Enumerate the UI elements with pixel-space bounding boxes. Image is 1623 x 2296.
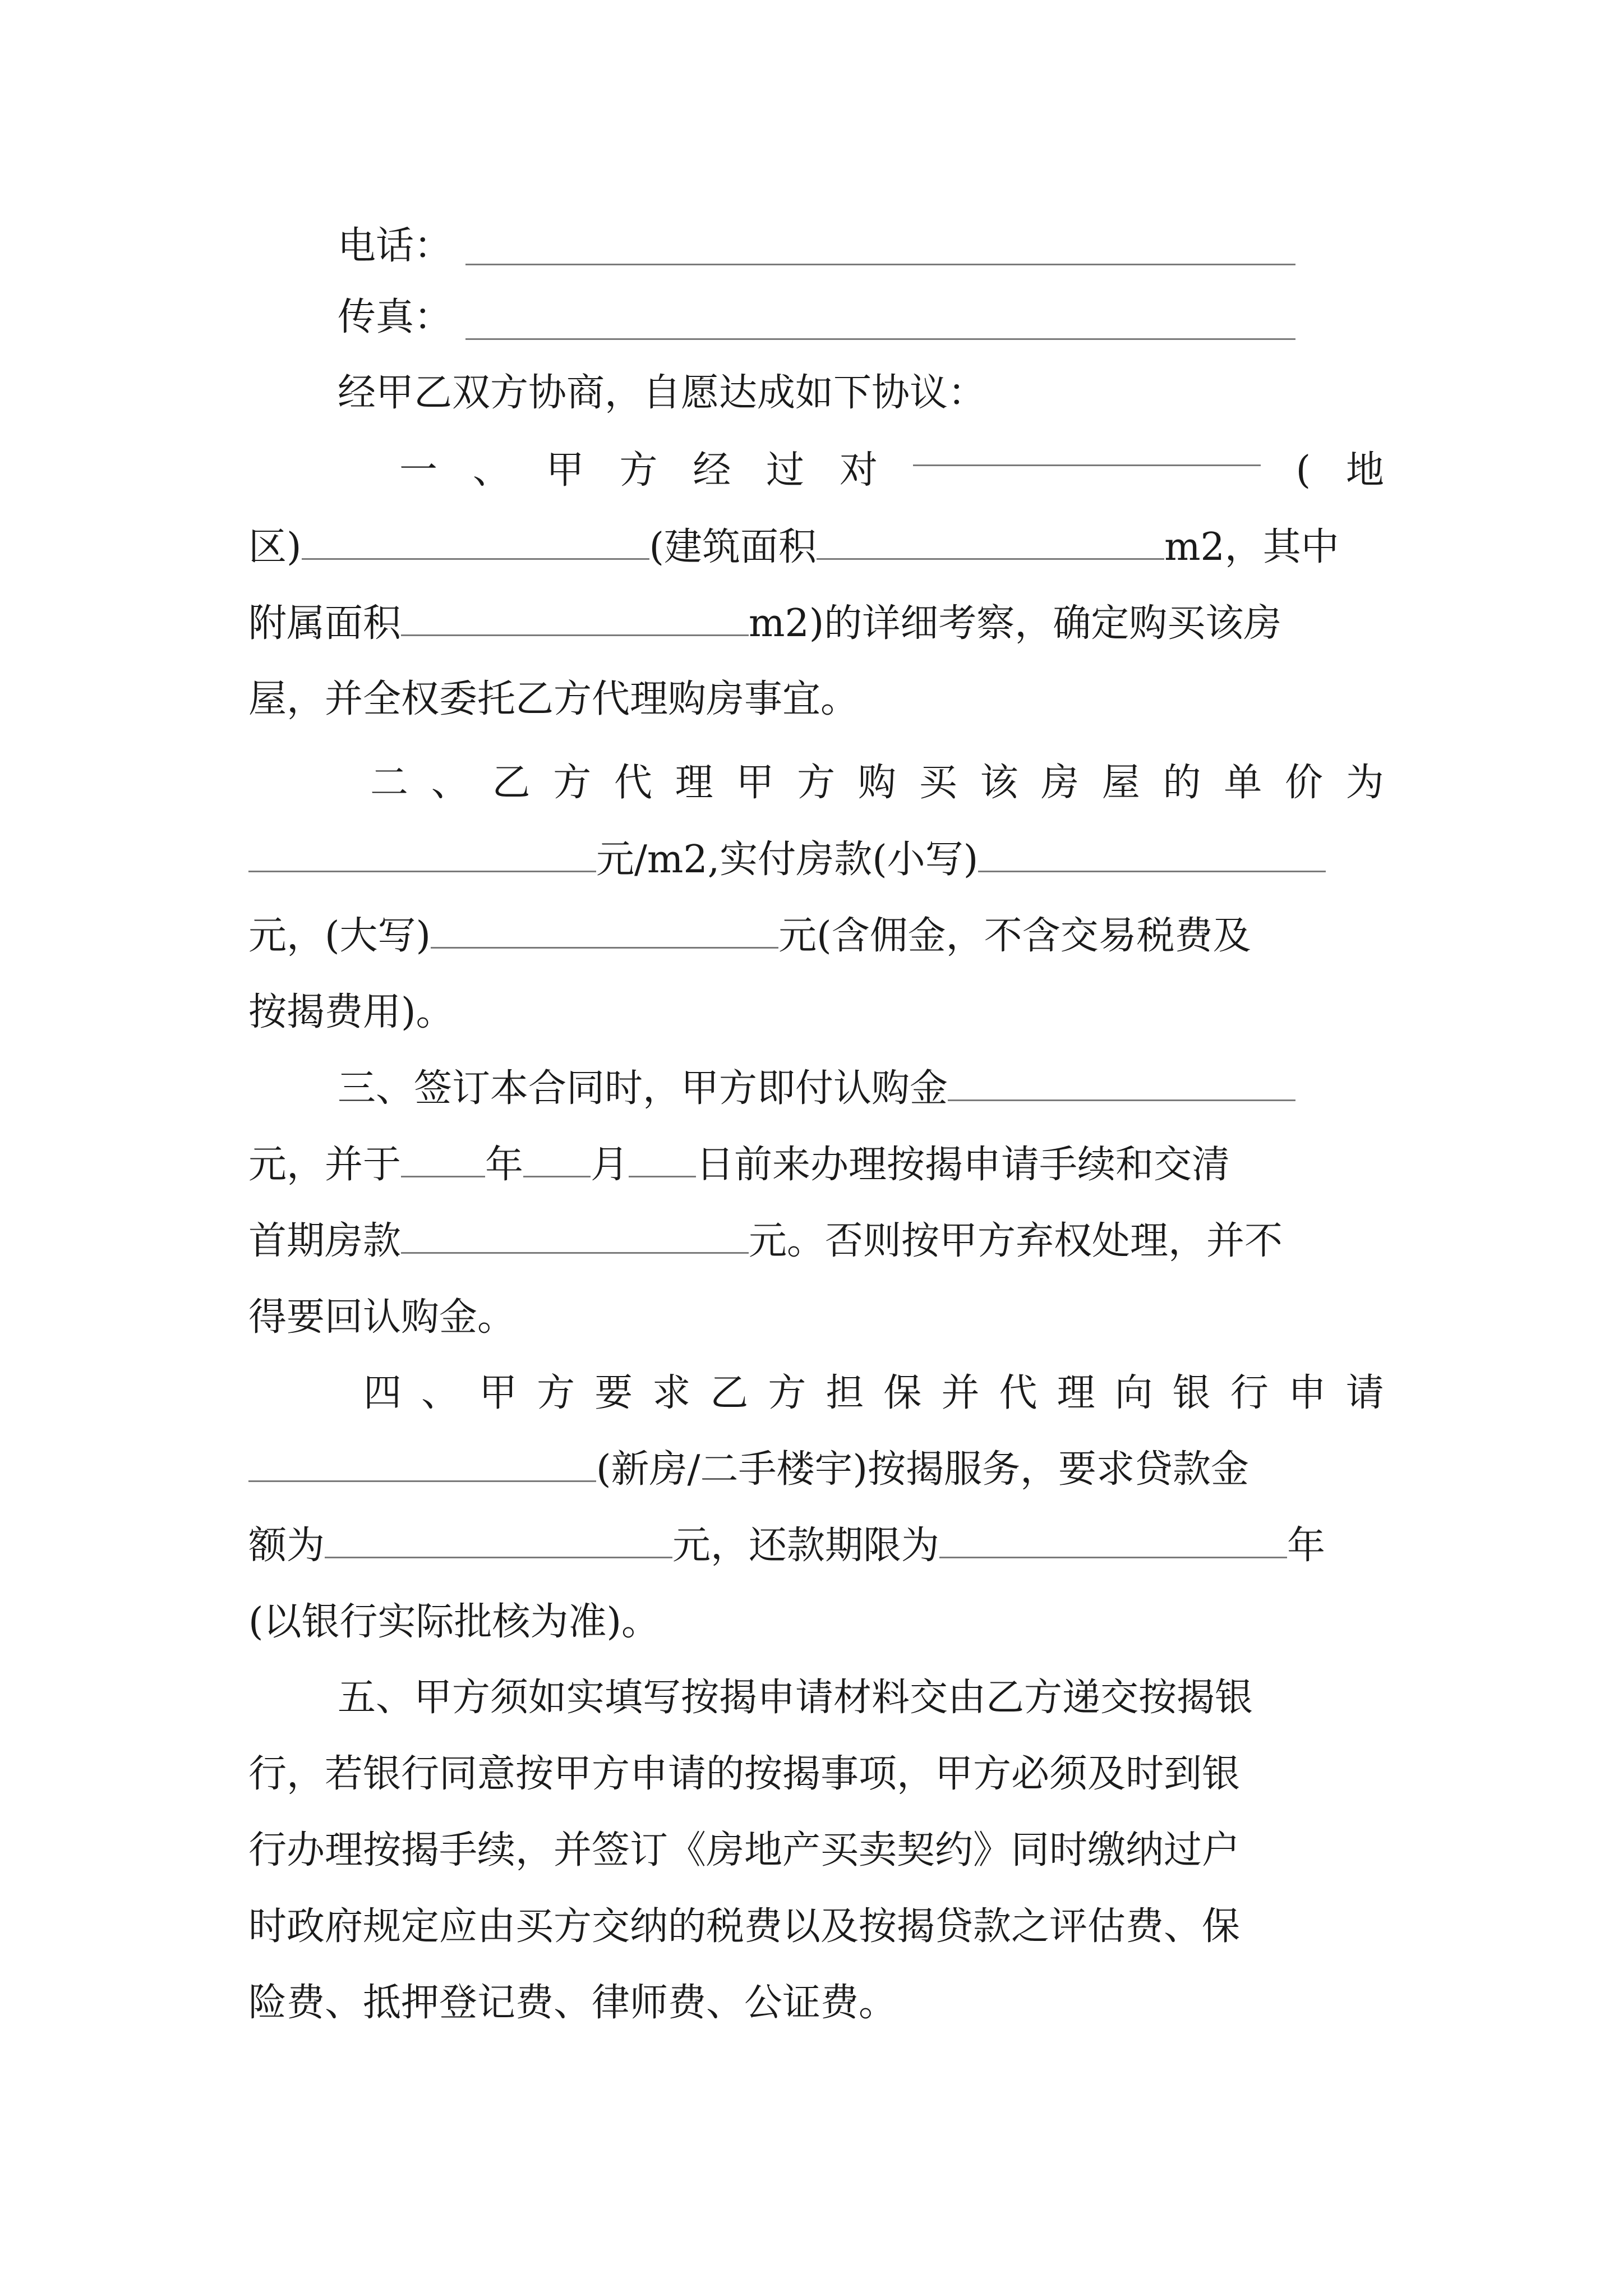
- clause1-line3: [248, 585, 1384, 662]
- clause1-char: 方: [619, 448, 658, 493]
- payment-lowercase-field[interactable]: [978, 838, 1326, 872]
- clause5-line: 行，若银行同意按甲方申请的按揭事项，甲方必须及时到银: [248, 1752, 1241, 1796]
- clause2-char: 理: [675, 761, 713, 805]
- clause5-line: 时政府规定应由买方交纳的税费以及按揭贷款之评估费、保: [248, 1904, 1241, 1949]
- clause2-char: 购: [857, 761, 896, 805]
- clause3-line1: [338, 1050, 1384, 1127]
- clause4-char: 乙: [710, 1371, 749, 1415]
- clause1-char: 、: [472, 448, 511, 493]
- intro-text: 经甲乙双方协商，自愿达成如下协议：: [338, 371, 986, 415]
- clause2-char: 二: [370, 761, 409, 805]
- clause4-line4: (以银行实际批核为准)。: [248, 1600, 660, 1644]
- clause2-line3-b: 元(含佣金，不含交易税费及: [778, 914, 1251, 958]
- clause2-line4: 按揭费用)。: [248, 990, 454, 1034]
- clause4-char: 甲: [479, 1371, 518, 1415]
- clause2-char: 房: [1041, 761, 1080, 805]
- clause4-char: 求: [652, 1371, 691, 1415]
- clause5-line: 险费、抵押登记费、律师费、公证费。: [248, 1981, 897, 2025]
- first-payment-field[interactable]: [401, 1220, 749, 1254]
- fax-field[interactable]: [465, 338, 1295, 340]
- clause2-line2: [248, 821, 1384, 898]
- day-field[interactable]: [629, 1143, 696, 1177]
- clause4-line2: [248, 1431, 1384, 1508]
- clause3-line3: [248, 1203, 1384, 1280]
- clause1-line3-a: 附属面积: [248, 601, 402, 646]
- region-field[interactable]: [302, 526, 649, 560]
- deposit-field[interactable]: [948, 1067, 1295, 1101]
- clause3-line2-a: 元，并于: [248, 1143, 402, 1187]
- clause4-line1: [363, 1355, 1384, 1432]
- clause2-char: 单: [1224, 761, 1262, 805]
- clause4-char: 请: [1345, 1371, 1384, 1415]
- clause1-line2-c: m2，其中: [1164, 525, 1339, 569]
- clause1-char: 一: [399, 448, 438, 493]
- month-field[interactable]: [523, 1143, 591, 1177]
- clause1-char: 甲: [546, 448, 584, 493]
- clause1-char: 过: [766, 448, 805, 493]
- clause1-region-char: 地: [1345, 448, 1384, 493]
- attached-area-field[interactable]: [401, 602, 749, 636]
- clause4-line3-c: 年: [1287, 1524, 1326, 1568]
- clause4-line2-a: (新房/二手楼宇)按揭服务，要求贷款金: [596, 1447, 1249, 1492]
- clause4-char: 代: [999, 1371, 1038, 1415]
- clause3-line3-a: 首期房款: [248, 1219, 402, 1263]
- clause1-line2-a: 区): [248, 525, 302, 569]
- clause4-line3-b: 元，还款期限为: [672, 1524, 940, 1568]
- phone-row: [338, 208, 1473, 284]
- clause4-char: 要: [594, 1371, 633, 1415]
- loan-amount-field[interactable]: [325, 1524, 672, 1558]
- clause1-char: 经: [693, 448, 731, 493]
- bank-name-field[interactable]: [248, 1448, 596, 1482]
- clause2-char: 乙: [492, 761, 531, 805]
- clause4-char: 四: [363, 1371, 402, 1415]
- clause2-char: 代: [614, 761, 652, 805]
- clause3-line4: 得要回认购金。: [248, 1295, 516, 1340]
- clause2-char: 甲: [736, 761, 774, 805]
- building-area-field[interactable]: [817, 526, 1164, 560]
- clause2-char: 方: [797, 761, 836, 805]
- clause4-char: 银: [1172, 1371, 1211, 1415]
- clause2-line2-a: 元/m2,实付房款(小写): [596, 838, 979, 882]
- clause2-char: 的: [1163, 761, 1201, 805]
- repayment-term-field[interactable]: [939, 1524, 1287, 1558]
- clause2-char: 该: [980, 761, 1018, 805]
- clause4-char: 并: [941, 1371, 980, 1415]
- clause3-line2-b: 年: [485, 1143, 524, 1187]
- clause2-char: 屋: [1101, 761, 1140, 805]
- clause4-char: 理: [1057, 1371, 1095, 1415]
- clause3-line2: [248, 1126, 1384, 1203]
- clause1-line2-b: (建筑面积: [649, 525, 817, 569]
- fax-label: 传真：: [338, 295, 453, 339]
- payment-uppercase-field[interactable]: [431, 914, 778, 949]
- clause1-line4: 屋，并全权委托乙方代理购房事宜。: [248, 677, 859, 721]
- phone-field[interactable]: [465, 264, 1295, 265]
- fax-row: [338, 279, 1473, 356]
- clause4-char: 方: [537, 1371, 575, 1415]
- clause2-char: 买: [919, 761, 957, 805]
- clause3-line1-text: 三、签订本合同时，甲方即付认购金: [338, 1066, 948, 1111]
- clause4-char: 方: [768, 1371, 806, 1415]
- clause1-region-open: (: [1295, 448, 1311, 493]
- clause3-line2-d: 日前来办理按揭申请手续和交清: [696, 1143, 1230, 1187]
- clause5-line: 五、甲方须如实填写按揭申请材料交由乙方递交按揭银: [338, 1676, 1253, 1720]
- clause1-line3-b: m2)的详细考察，确定购买该房: [749, 601, 1282, 646]
- clause2-char: 方: [553, 761, 592, 805]
- clause1-line1: [399, 432, 1384, 509]
- clause2-char: 价: [1285, 761, 1324, 805]
- property-location-field[interactable]: [913, 432, 1261, 466]
- unit-price-field[interactable]: [248, 838, 596, 872]
- phone-label: 电话：: [338, 224, 453, 268]
- clause4-char: 担: [826, 1371, 864, 1415]
- year-field[interactable]: [401, 1143, 485, 1177]
- clause4-line3-a: 额为: [248, 1524, 325, 1568]
- clause5-line: 行办理按揭手续，并签订《房地产买卖契约》同时缴纳过户: [248, 1828, 1241, 1872]
- clause4-char: 行: [1230, 1371, 1269, 1415]
- clause2-line3-a: 元，(大写): [248, 914, 431, 958]
- clause4-char: 、: [421, 1371, 460, 1415]
- clause4-char: 申: [1288, 1371, 1326, 1415]
- clause1-line2: [248, 509, 1384, 586]
- clause4-line3: [248, 1507, 1384, 1584]
- clause2-char: 、: [431, 761, 469, 805]
- clause2-line1: [370, 744, 1384, 821]
- clause2-char: 为: [1345, 761, 1384, 805]
- clause3-line3-b: 元。否则按甲方弃权处理，并不: [749, 1219, 1283, 1263]
- clause4-char: 向: [1114, 1371, 1153, 1415]
- clause1-char: 对: [839, 448, 878, 493]
- clause2-line3: [248, 898, 1384, 974]
- clause4-char: 保: [883, 1371, 922, 1415]
- clause3-line2-c: 月: [591, 1143, 629, 1187]
